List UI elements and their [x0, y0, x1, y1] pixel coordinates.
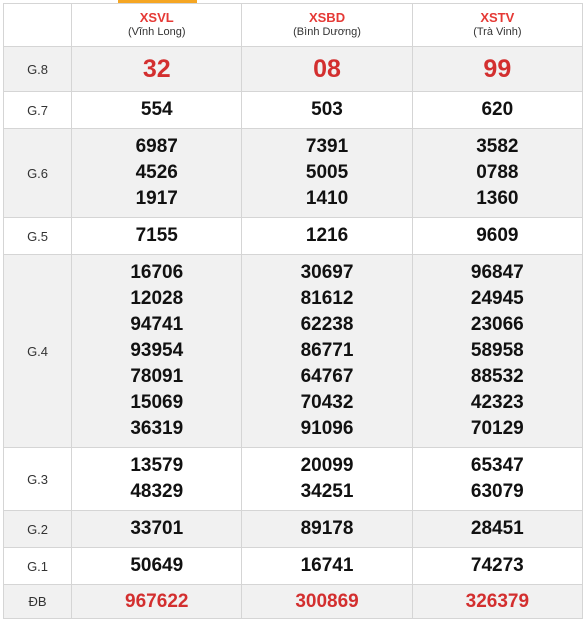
result-cell — [242, 255, 412, 448]
result-number: 34251 — [300, 481, 354, 502]
prize-row-g2 — [4, 511, 583, 548]
prize-label: G.4 — [4, 255, 72, 448]
result-number: 620 — [481, 99, 514, 120]
prize-row-g1 — [4, 548, 583, 585]
prize-label: G.7 — [4, 92, 72, 129]
result-number: 93954 — [130, 340, 184, 361]
result-number: 9609 — [476, 225, 519, 246]
result-cell — [242, 129, 412, 218]
lottery-results-table — [3, 3, 583, 619]
result-number: 13579 — [130, 455, 184, 476]
result-number: 7391 — [305, 136, 349, 157]
result-cell — [72, 548, 242, 585]
result-number: 91096 — [300, 418, 354, 439]
province-header-tra-vinh[interactable] — [412, 4, 582, 47]
result-cell — [412, 218, 582, 255]
result-number: 30697 — [300, 262, 354, 283]
result-number: 89178 — [300, 518, 354, 539]
header-corner — [4, 4, 72, 47]
province-name: (Vĩnh Long) — [128, 26, 186, 38]
result-number: 1917 — [135, 188, 178, 209]
province-header-binh-duong[interactable] — [242, 4, 412, 47]
result-number: 70432 — [300, 392, 354, 413]
prize-row-g5 — [4, 218, 583, 255]
header-row — [4, 4, 583, 47]
result-number: 1360 — [476, 188, 519, 209]
result-cell — [242, 448, 412, 511]
result-number: 78091 — [130, 366, 184, 387]
result-cell — [72, 448, 242, 511]
result-cell — [72, 129, 242, 218]
prize-row-g8 — [4, 47, 583, 92]
result-number: 32 — [142, 55, 171, 83]
result-number: 15069 — [130, 392, 184, 413]
prize-row-g3 — [4, 448, 583, 511]
prize-row-g4 — [4, 255, 583, 448]
prize-label: G.8 — [4, 47, 72, 92]
result-number: 62238 — [300, 314, 354, 335]
result-cell — [72, 255, 242, 448]
result-cell — [412, 448, 582, 511]
result-number: 64767 — [300, 366, 354, 387]
result-number: 70129 — [470, 418, 524, 439]
result-number: 33701 — [130, 518, 184, 539]
result-number: 12028 — [130, 288, 184, 309]
prize-label: ĐB — [4, 585, 72, 619]
province-code[interactable]: XSTV — [480, 10, 515, 25]
result-number: 4526 — [135, 162, 178, 183]
result-number: 81612 — [300, 288, 354, 309]
result-cell — [412, 129, 582, 218]
result-cell — [242, 218, 412, 255]
result-number: 5005 — [305, 162, 349, 183]
result-number: 99 — [483, 55, 512, 83]
result-number: 6987 — [135, 136, 178, 157]
result-cell — [412, 255, 582, 448]
result-cell — [412, 92, 582, 129]
result-cell — [72, 585, 242, 619]
prize-label: G.2 — [4, 511, 72, 548]
result-number: 48329 — [130, 481, 184, 502]
result-number: 16741 — [300, 555, 354, 576]
result-number: 16706 — [130, 262, 184, 283]
result-number: 23066 — [470, 314, 524, 335]
result-number: 65347 — [470, 455, 524, 476]
prize-label: G.6 — [4, 129, 72, 218]
result-cell — [72, 218, 242, 255]
result-cell — [72, 511, 242, 548]
prize-label: G.1 — [4, 548, 72, 585]
special-result-number: 326379 — [465, 590, 530, 612]
prize-label: G.5 — [4, 218, 72, 255]
result-cell — [72, 92, 242, 129]
province-code[interactable]: XSVL — [139, 10, 174, 25]
result-cell — [412, 511, 582, 548]
result-number: 36319 — [130, 418, 184, 439]
province-name: (Bình Dương) — [293, 26, 361, 38]
result-number: 96847 — [470, 262, 524, 283]
result-cell — [72, 47, 242, 92]
special-result-number: 967622 — [125, 590, 189, 612]
result-number: 86771 — [300, 340, 354, 361]
result-number: 20099 — [300, 455, 354, 476]
result-number: 1216 — [305, 225, 349, 246]
result-number: 58958 — [470, 340, 524, 361]
prize-row-g6 — [4, 129, 583, 218]
result-cell — [412, 47, 582, 92]
result-number: 1410 — [305, 188, 349, 209]
result-number: 7155 — [135, 225, 178, 246]
province-name: (Trà Vinh) — [473, 26, 522, 38]
prize-label: G.3 — [4, 448, 72, 511]
prize-row-g7 — [4, 92, 583, 129]
result-number: 94741 — [130, 314, 184, 335]
result-number: 3582 — [476, 136, 519, 157]
special-result-number: 300869 — [295, 590, 359, 612]
result-cell — [242, 47, 412, 92]
result-cell — [242, 548, 412, 585]
result-number: 50649 — [130, 555, 184, 576]
province-code[interactable]: XSBD — [308, 10, 346, 25]
result-number: 554 — [140, 99, 173, 120]
result-number: 0788 — [476, 162, 519, 183]
result-cell — [412, 585, 582, 619]
province-header-vinh-long[interactable] — [72, 4, 242, 47]
result-cell — [242, 511, 412, 548]
result-number: 42323 — [470, 392, 524, 413]
result-number: 63079 — [470, 481, 524, 502]
result-number: 74273 — [470, 555, 524, 576]
result-number: 28451 — [470, 518, 524, 539]
result-number: 08 — [313, 55, 341, 83]
result-number: 88532 — [470, 366, 524, 387]
result-number: 24945 — [470, 288, 524, 309]
prize-row-special — [4, 585, 583, 619]
result-cell — [412, 548, 582, 585]
result-cell — [242, 92, 412, 129]
result-cell — [242, 585, 412, 619]
result-number: 503 — [311, 99, 343, 120]
